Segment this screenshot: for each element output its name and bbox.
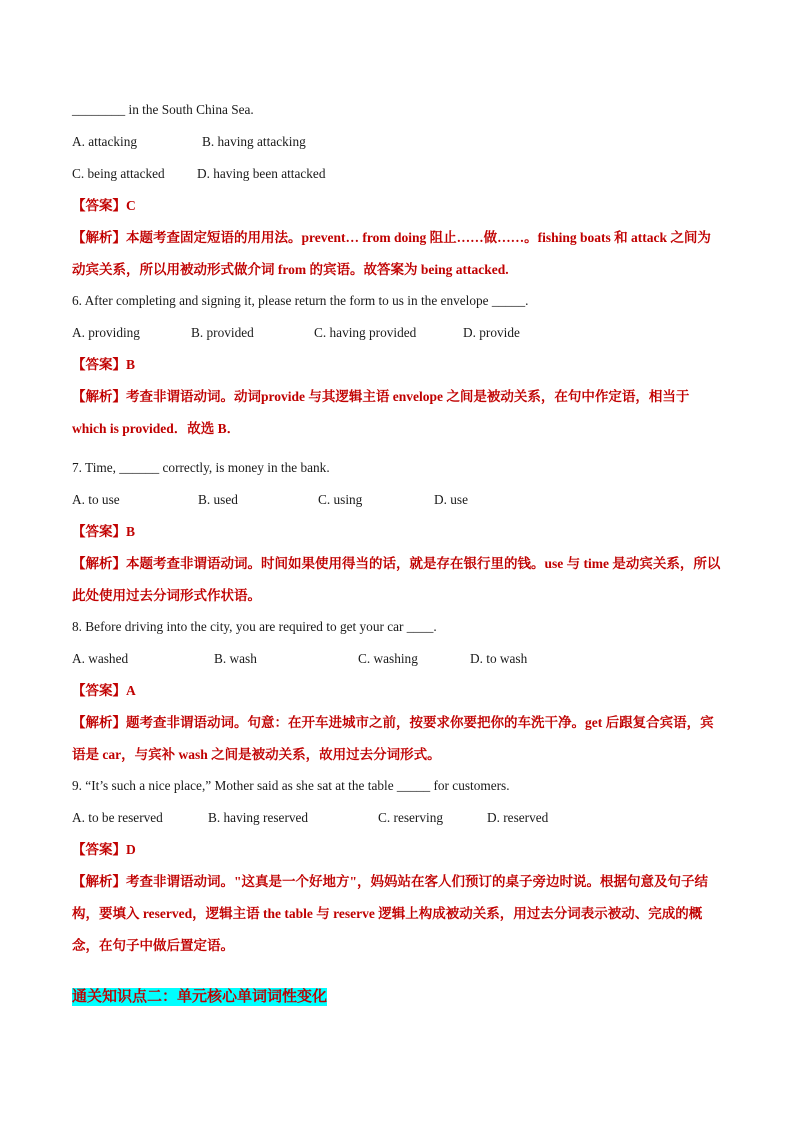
q7-stem: 7. Time, ______ correctly, is money in the bank. (72, 460, 330, 475)
q6-stem: 6. After completing and signing it, please return the form to us in the envelope _____. (72, 293, 529, 308)
q5-option-d: D. having been attacked (197, 166, 326, 181)
q5-explanation: 【解析】本题考查固定短语的用用法。prevent… from doing 阻止……做……。fishing boats 和 attack 之间为动宾关系，所以用被动形式做介词 from 的宾语。故答案为 being attacked. (72, 230, 711, 277)
q9-option-b: B. having reserved (208, 810, 309, 825)
q8-answer: 【答案】A (72, 683, 136, 698)
q9-option-c: C. reserving (378, 810, 443, 825)
q8-stem: 8. Before driving into the city, you are required to get your car ____. (72, 619, 437, 634)
section-heading-text: 通关知识点二：单元核心单词词性变化 (72, 989, 328, 1005)
q7-answer: 【答案】B (72, 524, 136, 539)
q5-option-b: B. having attacking (202, 134, 306, 149)
q6-answer: 【答案】B (72, 357, 136, 372)
q6-explanation: 【解析】考查非谓语动词。动词provide 与其逻辑主语 envelope 之间是被动关系，在句中作定语，相当于 which is provided．故选 B． (72, 389, 690, 436)
q9-explanation: 【解析】考查非谓语动词。"这真是一个好地方"，妈妈站在客人们预订的桌子旁边时说。根据句意及句子结构，要填入 reserved，逻辑主语 the table 与 reserve 逻辑上构成被动关系，用过去分词表示被动、完成的概念，在句子中做后置定语。 (72, 874, 708, 953)
q7-option-c: C. using (318, 492, 363, 507)
q9-answer: 【答案】D (72, 842, 136, 857)
q9-stem: 9. “It’s such a nice place,” Mother said as she sat at the table _____ for customers. (72, 778, 510, 793)
q8-explanation: 【解析】题考查非谓语动词。句意：在开车进城市之前，按要求你要把你的车洗干净。get 后跟复合宾语，宾语是 car，与宾补 wash 之间是被动关系，故用过去分词形式。 (72, 715, 714, 762)
q5-option-a: A. attacking (72, 134, 137, 149)
q8-option-a: A. washed (72, 651, 129, 666)
q6-option-a: A. providing (72, 325, 140, 340)
q6-option-d: D. provide (463, 325, 520, 340)
q9-option-d: D. reserved (487, 810, 549, 825)
q8-option-d: D. to wash (470, 651, 528, 666)
q5-option-c: C. being attacked (72, 166, 165, 181)
q7-option-a: A. to use (72, 492, 120, 507)
q5-answer: 【答案】C (72, 198, 136, 213)
q9-option-a: A. to be reserved (72, 810, 163, 825)
q6-option-c: C. having provided (314, 325, 417, 340)
q5-stem: ________ in the South China Sea. (72, 102, 254, 117)
q6-option-b: B. provided (191, 325, 254, 340)
q8-option-c: C. washing (358, 651, 418, 666)
q8-option-b: B. wash (214, 651, 257, 666)
q7-option-d: D. use (434, 492, 468, 507)
q7-option-b: B. used (198, 492, 238, 507)
section-heading (72, 988, 327, 1006)
q7-explanation: 【解析】本题考查非谓语动词。时间如果使用得当的话，就是存在银行里的钱。use 与 time 是动宾关系，所以此处使用过去分词形式作状语。 (72, 556, 721, 603)
